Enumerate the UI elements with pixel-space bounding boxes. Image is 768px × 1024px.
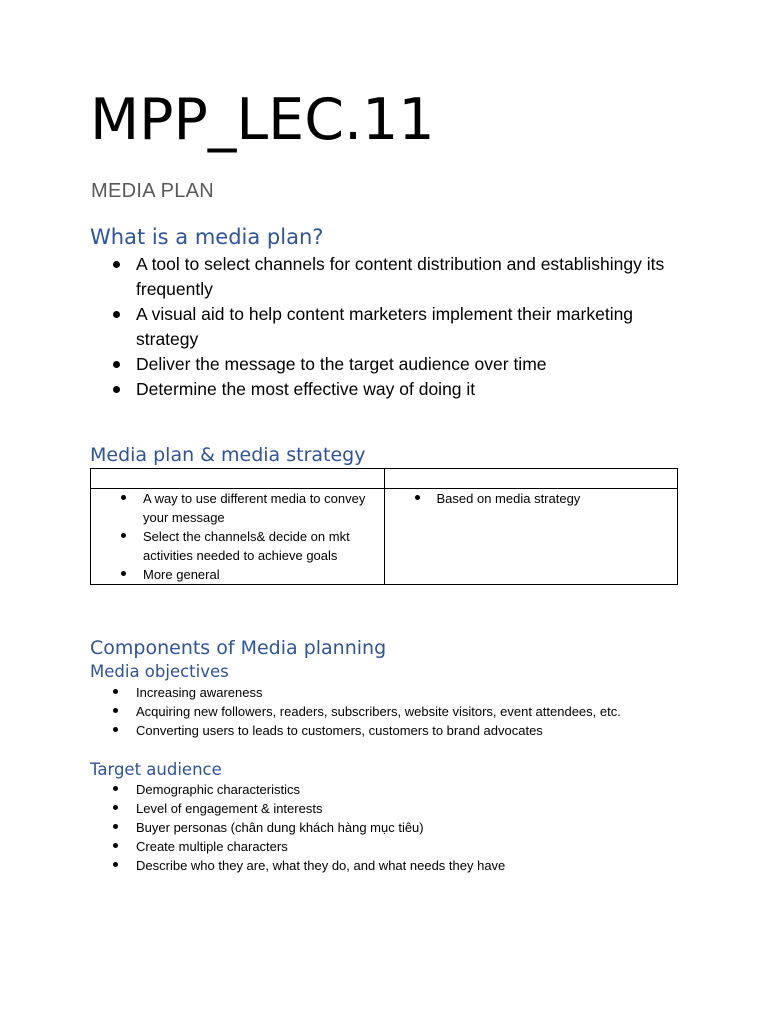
- table-header-cell: [384, 469, 678, 489]
- list-item: Determine the most effective way of doing it: [91, 377, 691, 402]
- table-cell-media-plan: [384, 489, 678, 585]
- cell-list: [385, 489, 678, 508]
- heading-media-plan-strategy: Media plan & media strategy: [90, 444, 366, 466]
- list-item: Level of engagement & interests: [91, 799, 691, 818]
- media-objectives-list: [91, 683, 691, 740]
- list-item: Select the channels& decide on mkt activities needed to achieve goals: [91, 527, 384, 565]
- list-item: Demographic characteristics: [91, 780, 691, 799]
- list-item: Acquiring new followers, readers, subscribers, website visitors, event attendees, etc.: [91, 702, 691, 721]
- list-item: Buyer personas (chân dung khách hàng mục tiêu): [91, 818, 691, 837]
- list-item: Increasing awareness: [91, 683, 691, 702]
- heading-target-audience: Target audience: [90, 760, 222, 779]
- table-cell-media-strategy: [91, 489, 385, 585]
- list-item: Create multiple characters: [91, 837, 691, 856]
- table-header-row: [91, 469, 678, 489]
- document-subtitle: MEDIA PLAN: [91, 180, 215, 202]
- list-item: A visual aid to help content marketers implement their marketing strategy: [91, 302, 691, 352]
- heading-components: Components of Media planning: [90, 637, 387, 659]
- heading-media-objectives: Media objectives: [90, 662, 229, 681]
- table-row: [91, 489, 678, 585]
- list-item: Deliver the message to the target audience over time: [91, 352, 691, 377]
- list-item: A tool to select channels for content distribution and establishingy its frequently: [91, 252, 691, 302]
- list-item: Describe who they are, what they do, and what needs they have: [91, 856, 691, 875]
- list-item: More general: [91, 565, 384, 584]
- document-title: MPP_LEC.11: [90, 87, 435, 153]
- cell-list: [91, 489, 384, 584]
- table-header-cell: [91, 469, 385, 489]
- list-item: Converting users to leads to customers, customers to brand advocates: [91, 721, 691, 740]
- target-audience-list: [91, 780, 691, 875]
- list-item: Based on media strategy: [385, 489, 678, 508]
- list-item: A way to use different media to convey your message: [91, 489, 384, 527]
- plan-strategy-table: [90, 468, 678, 585]
- heading-what-is-media-plan: What is a media plan?: [90, 225, 324, 249]
- media-plan-definition-list: [91, 252, 691, 402]
